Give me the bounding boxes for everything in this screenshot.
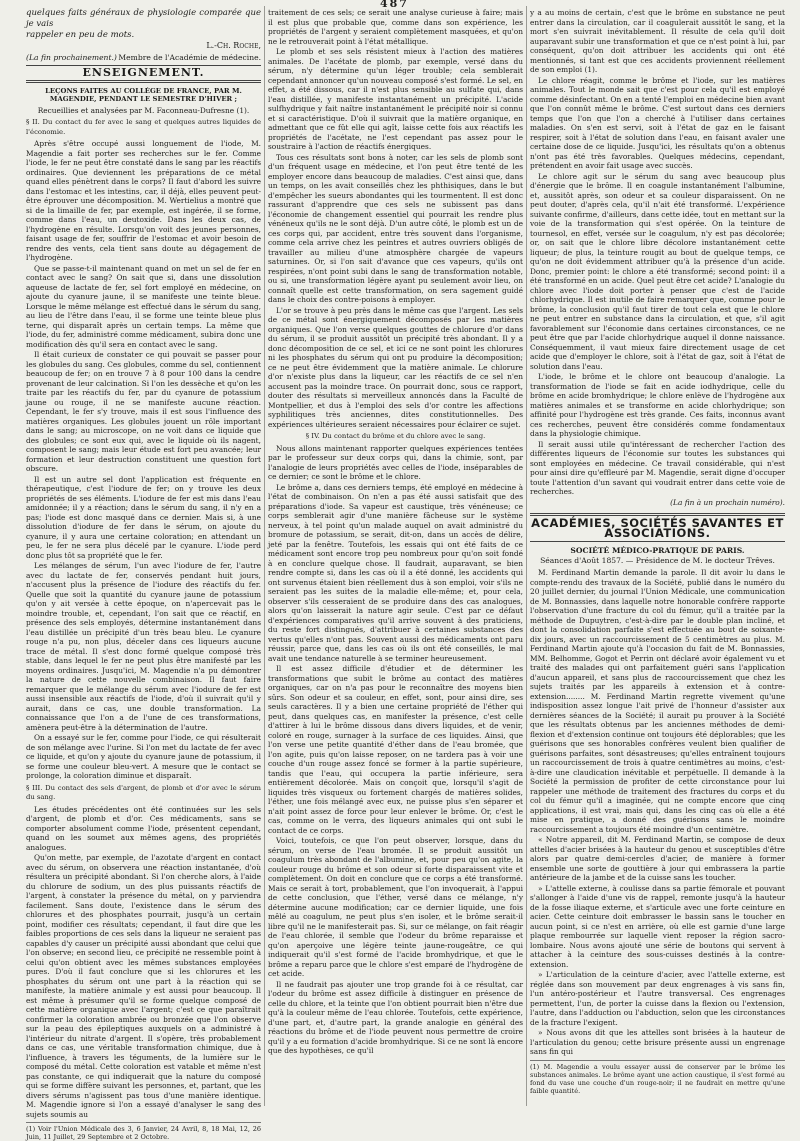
section-3-heading: § III. Du contact des sels d'argent, de plomb et d'or avec le sérum du sang. — [26, 783, 261, 801]
footnote: (1) Voir l'Union Médicale des 3, 6 Janvier, 24 Avril, 8, 18 Mai, 12, 26 Juin, 11 Juillet, 29 Septembre et 2 Octobre. — [26, 1122, 261, 1141]
author-title: Membre de l'Académie de médecine. — [118, 52, 261, 62]
paragraph: M. Ferdinand Martin demande la parole. Il dit avoir lu dans le compte-rendu des travaux de la Société, publié dans le numéro du 20 juillet dernier, du journal l'Union Médicale, une communication de M. Bonnassies, dans laquelle notre honorable confrère rapporte l'observation d'une fracture du col du fémur, qu'il a traitée par la méthode de Dupuytren, c'est-à-dire par le double plan incliné, et dont la consolidation parfaite s'est effectuée au bout de soixante-dix jours, avec un raccourcissement de 5 centimètres au plus. M. Ferdinand Martin ajoute qu'à l'occasion du fait de M. Bonnassies, MM. Belhomme, Gogot et Perrin ont déclaré avoir également vu et traité des malades qui ont parfaitement guéri sans l'application d'aucun appareil, et sans plus de raccourcissement que chez les sujets traités par les appareils à extension et à contre-extension........ M. Ferdinand Martin regrette vivement qu'une indisposition assez longue l'ait privé de l'honneur d'assister aux dernières séances de la Société; il aurait pu prouver à la Société que les résultats obtenus par les anciennes méthodes de demi-flexion et d'extension continue ont toujours été déplorables; que les guérisons que ses honorables confrères veulent bien qualifier de guérisons parfaites, sont désastreuses; qu'elles entraînent toujours un raccourcissement de trois à quatre centimètres au moins, c'est-à-dire une claudication inévitable et perpétuelle. Il demande à la Société la permission de profiter de cette circonstance pour lui rappeler une méthode de traitement des fractures du corps et du col du fémur qu'il a imaginée, qui ne compte encore que cinq applications, il est vrai, mais qui, dans les cinq cas où elle a été mise en pratique, a donné des guérisons sans le moindre raccourcissement a toujours été moindre d'un centimètre. — [530, 568, 785, 834]
to-follow-note: (La fin prochainement.) — [26, 52, 117, 62]
header-line-1: quelques faits généraux de physiologie comparée que je vais — [26, 8, 261, 29]
section-2-heading: § II. Du contact du fer avec le sang et quelques autres liquides de l'économie. — [26, 118, 261, 136]
paragraph: Voici, toutefois, ce que l'on peut observer, lorsque, dans du sérum, on verse de l'eau bromée. Il se produit aussitôt un coagulum très abondant de l'albumine, et, pour peu qu'on agite, la couleur rouge du brôme et son odeur si forte disparaissent vite et complètement. On doit en conclure que ce corps a été transformé. Mais ce serait à tort, probablement, que l'on invoquerait, à l'appui de cette conclusion, que l'éther, versé dans ce mélange, n'y détermine aucune modification; car ce dernier liquide, une fois mêlé au coagulum, ne peut plus s'en isoler, et le brôme serait-il libre qu'il ne le manifesterait pas. Si, sur ce mélange, on fait réagir de l'eau chlorée, il semble que l'odeur du brôme reparaisse et qu'on aperçoive une légère teinte jaune-rougeâtre, ce qui indiquerait qu'il s'est formé de l'acide bromhydrique, et que le brôme a reparu parce que le chlore s'est emparé de l'hydrogène de cet acide. — [268, 836, 523, 978]
paragraph: Il est un autre sel dont l'application est fréquente en thérapeutique, c'est l'iodure de fer; on y trouve les deux propriétés de ses éléments. L'iodure de fer est mis dans l'eau amidonnée; il y a réaction; dans le sérum du sang, il n'y en a pas; l'iode est donc masqué dans ce dernier. Mais si, à une dissolution d'iodure de fer dans le sérum, on ajoute du cyanure, il y aura une certaine coloration; en attendant un peu, le fer ne sera plus décelé par le cyanure. L'iode perd donc plus tôt sa propriété que le fer. — [26, 474, 261, 560]
paragraph: Le chlore réagit, comme le brôme et l'iode, sur les matières animales. Tout le monde sait que c'est pour cela qu'il est employé comme désinfectant. On en a tenté l'emploi en médecine bien avant que l'on connût même le brôme. C'est surtout dans ces derniers temps que l'on que l'on a cherché à l'utiliser dans certaines maladies. On s'en est servi, soit à l'état de gaz en le faisant respirer, soit à l'état de solution dans l'eau, en faisant avaler une certaine dose de ce liquide. Jusqu'ici, les résultats qu'on a obtenus n'ont pas été très favorables. Quelques médecins, cependant, prétendent en avoir fait usage avec succès. — [530, 75, 785, 170]
paragraph: « Notre appareil, dit M. Ferdinand Martin, se compose de deux attelles d'acier brisées à la hauteur du genou et susceptibles d'être alors par quatre demi-cercles d'acier, de manière à former ensemble une sorte de gouttière à jour qui embrassera la partie antérieure de la jambe et de la cuisse sans les toucher. — [530, 835, 785, 882]
column-rule — [526, 6, 527, 1106]
paragraph: » L'articulation de la ceinture d'acier, avec l'attelle externe, est réglée dans son mouvement par deux engrenages à vis sans fin, l'un antéro-postérieur et l'autre transversal. Ces engrenages permettent, l'un, de porter la cuisse dans la flexion ou l'extension, l'autre, dans l'adduction ou l'abduction, selon que les circonstances de la fracture l'exigent. — [530, 970, 785, 1027]
author-signature: L.-Ch. Roche, — [206, 41, 261, 50]
paragraph: Il était curieux de constater ce qui pouvait se passer pour les globules du sang. Ces globules, comme du sel, contiennent beaucoup de fer; on en trouve 7 à 8 pour 100 dans la cendre provenant de leur calcination. Si l'on les dessèche et qu'on les traite par les réactifs du fer, par du cyanure de potassium jaune ou rouge, il ne se manifeste aucune réaction. Cependant, le fer s'y trouve, mais il est sous l'influence des matières organiques. Les globules jouent un rôle important dans le sang; au microscope, on ne voit dans ce liquide que des globules; ce sont eux qui, avec le liquide où ils nagent, composent le sang; mais leur étude est fort peu avancée; leur formation et leur destruction constituent une question fort obscure. — [26, 350, 261, 473]
paragraph: Le brôme a, dans ces derniers temps, été employé en médecine à l'état de combinaison. On n'en a pas été aussi satisfait que des préparations d'iode. Sa vapeur est caustique, très vénéneuse; ce corps semblerait agir d'une manière fâcheuse sur le système nerveux, à tel point qu'un malade auquel on avait administré du bromure de potassium, se serait, dit-on, dans un accès de délire, jeté par la fenêtre. Toutefois, les essais qui ont été faits de ce médicament sont encore trop peu nombreux pour qu'on soit fondé à en conclure quelque chose. Il faudrait, auparavant, se bien rendre compte si, dans les cas où il a été donné, les accidents qui ont survenus étaient bien réellement dus à son emploi, voir s'ils ne seraient pas les suites de la maladie elle-même; et, pour cela, observer s'ils cesseraient de se produire dans des cas analogues, alors qu'on laisserait la nature agir seule. C'est par ce défaut d'expériences comparatives qu'il arrive souvent à des praticiens, du reste fort distingués, d'attribuer à certaines substances des vertus qu'elles n'ont pas. Souvent aussi des médicaments ont paru réussir, parce que, dans les cas où ils ont été conseillés, le mal avait une tendance naturelle à se terminer heureusement. — [268, 482, 523, 663]
paragraph: Il serait aussi utile qu'intéressant de rechercher l'action des différentes liqueurs de l'économie sur toutes les substances qui sont employées en médecine. Ce travail considérable, qui n'est pour ainsi dire qu'effleuré par M. Magendie, serait digne d'occuper toute l'attention d'un savant qui voudrait entrer dans cette voie de recherches. — [530, 439, 785, 496]
column-2 — [268, 8, 523, 1108]
signature-line — [26, 53, 261, 63]
lesson-heading: LEÇONS FAITES AU COLLÉGE DE FRANCE, PAR M. MAGENDIE, PENDANT LE SEMESTRE D'HIVER ; — [45, 86, 242, 103]
paragraph: L'iode, le brôme et le chlore ont beaucoup d'analogie. La transformation de l'iode se fait en acide iodhydrique, celle du brôme en acide bromhydrique; le chlore enlève de l'hydrogène aux matières animales et se transforme en acide chlorhydrique; son affinité pour l'hydrogène est très grande. Ces faits, inconnus avant ces recherches, peuvent être considérés comme fondamentaux dans la physiologie chimique. — [530, 372, 785, 438]
column-3 — [530, 8, 785, 1108]
paragraph: Il est assez difficile d'étudier et de déterminer les transformations que subit le brôme au contact des matières organiques, car on n'a pas pour le reconnaître des moyens bien sûrs. Son odeur et sa couleur, en effet, sont, pour ainsi dire, ses seuls caractères. Il y a bien une certaine propriété de l'éther qui peut, dans quelques cas, en manifester la présence, c'est celle d'attirer à lui le brôme dissous dans divers liquides, et de venir, coloré en rouge, surnager à la surface de ces liquides. Ainsi, que l'on verse une petite quantité d'éther dans de l'eau bromée, que l'on agite, puis qu'on laisse reposer, on ne tardera pas à voir une couche d'un rouge assez foncé se former à la partie supérieure, tandis que l'eau, qui occupera la partie inférieure, sera entièrement décolorée. Mais on conçoit que, lorsqu'il s'agit de liquides très visqueux ou fortement chargés de matières solides, l'éther, une fois mélangé avec eux, ne puisse plus s'en séparer et n'ait point assez de force pour leur enlever le brôme. Or, c'est le cas, comme on le verra, des liqueurs animales qui ont subi le contact de ce corps. — [268, 664, 523, 835]
paragraph: Qu'on mette, par exemple, de l'azotate d'argent en contact avec du sérum, on observera une réaction instantanée, d'où résultera un précipité abondant. Si l'on cherche alors, à l'aide du chlorure de sodium, un des plus puissants réactifs de l'argent, à constater la présence du métal, on y parviendra facilement. Sans doute, l'existence dans le sérum des chlorures et des phosphates pourrait, jusqu'à un certain point, modifier ces résultats; cependant, il faut dire que les faibles proportions de ces sels dans la liqueur ne seraient pas capables d'y causer un précipité aussi abondant que celui que l'on observe; en second lieu, ce précipité ne ressemble point à celui qu'on obtient avec les mêmes substances employées pures. D'où il faut conclure que si les chlorures et les phosphates du sérum ont une part à la réaction qui se manifeste, la matière animale y est aussi pour beaucoup. Il est même à présumer qu'il se forme quelque composé de cette matière organique avec l'argent; c'est ce que paraîtrait confirmer la coloration ambrée ou bronzée que l'on observe sur la peau des épileptiques auxquels on a administré à l'intérieur du nitrate d'argent. Il s'opère, très probablement dans ce cas, une véritable transformation chimique, due à l'influence, à travers les téguments, de la lumière sur le composé du métal. Cette coloration est vatable et même n'est pas constante, ce qui indiquerait que la nature du composé qui se forme diffère suivant les personnes, et, partant, que les divers sérums n'agissent pas tous d'une manière identique. M. Magendie ignore si l'on a essayé d'analyser le sang des sujets soumis au — [26, 853, 261, 1119]
paragraph: » L'attelle externe, à coulisse dans sa partie fémorale et pouvant s'allonger à l'aide d'une vis de rappel, remonte jusqu'à la hauteur de la fosse iliaque externe, et s'articule avec une forte ceinture en acier. Cette ceinture doit embrasser le bassin sans le toucher en aucun point, si ce n'est en arrière, où elle est garnie d'une large plaque rembourrée sur laquelle vient reposer la région sacro-lombaire. Nous avons ajouté une série de boutons qui servent à attacher à la ceinture des sous-cuisses destinés à la contre-extension. — [530, 883, 785, 969]
lesson-subheading: Recueillies et analysées par M. Faconneau-Dufresne (1). — [37, 105, 250, 115]
paragraph: Le plomb et ses sels résistent mieux à l'action des matières animales. De l'acétate de plomb, par exemple, versé dans du sérum, n'y détermine qu'un léger trouble; cela semblerait cependant annoncer qu'un nouveau composé s'est formé. Le sel, en effet, a été dissous, car il n'est plus sensible au sulfate qui, dans l'eau distillée, y manifeste instantanément un précipité. L'acide sulfhydrique y fait naître instantanément le précipité noir si connu et si caractéristique. D'où il suivrait que la matière organique, en admettant que ce fût elle qui agît, laisse cette fois aux réactifs les propriétés de l'acétate, ne l'est cependant pas assez pour le soustraire à l'action de réactifs énergiques. — [268, 47, 523, 151]
paragraph: L'or se trouve à peu près dans le même cas que l'argent. Les sels de ce métal sont énergiquement décomposés par les matières organiques. Que l'on verse quelques gouttes de chlorure d'or dans du sérum, il se produit aussitôt un précipité très abondant. Il y a donc décomposition de ce sel, et ici ce ne sont point les chlorures ni les phosphates du sérum qui ont pu produire la décomposition; ce ne peut être évidemment que la matière animale. Le chlorure d'or n'existe plus dans la liqueur, car les réactifs de ce sel n'en accusent pas la moindre trace. On pourrait donc, sous ce rapport, douter des résultats si merveilleux annoncés dans la Faculté de Montpellier, et dus à l'emploi des sels d'or contre les affections syphilitiques très anciennes, dites constitutionnelles. Des expériences ultérieures seraient nécessaires pour éclairer ce sujet. — [268, 305, 523, 429]
section-title: ENSEIGNEMENT. — [26, 65, 261, 83]
paragraph: Les mélanges de sérum, l'un avec l'iodure de fer, l'autre avec du lactate de fer, conservés pendant huit jours, n'accusent plus la présence de l'iodure des réactifs du fer. Quelle que soit la quantité du cyanure jaune de potassium qu'on y ait versée à cette époque, on n'apercevait pas le moindre trouble, et, cependant, l'on sait que ce réactif, en présence des sels employés, détermine instantanément dans l'eau distillée un précipité d'un très beau bleu. Le cyanure rouge n'a pu, non plus, déceler dans ces liqueurs aucune trace de métal. Il s'est donc formé quelque composé très stable, dans lequel le fer ne peut plus être manifesté par les moyens ordinaires. Jusqu'ici, M. Magendie n'a pu démontrer la nature de cette nouvelle combinaison. Il faut faire remarquer que le mélange du sérum avec l'iodure de fer est aussi insensible aux réactifs de l'iode, d'où il suivrait qu'il y aurait, dans ce cas, une double transformation. La connaissance que l'on a de l'une de ces transformations, amènera peut-être à la détermination de l'autre. — [26, 561, 261, 732]
paragraph: Les études précédentes ont été continuées sur les sels d'argent, de plomb et d'or. Ces médicaments, sans se comporter absolument comme l'iode, présentent cependant, quand on les soumet aux mêmes agens, des propriétés analogues. — [26, 804, 261, 852]
continuation-header — [26, 8, 261, 41]
paragraph: traitement de ces sels; ce serait une analyse curieuse à faire; mais il est plus que probable que, comme dans son expérience, les propriétés de l'argent y seraient complètement masquées, et qu'on ne le retrouverait point à l'état métallique. — [268, 8, 523, 46]
paragraph: Après s'être occupé aussi longuement de l'iode, M. Magendie a fait porter ses recherches sur le fer. Comme l'iode, le fer ne peut être constaté dans le sang par les réactifs ordinaires. Que deviennent les préparations de ce métal quand elles pénètrent dans le corps? Il faut d'abord les suivre dans l'estomac et les intestins, car, il déjà, elles peuvent peut-être éprouver une décomposition. M. Wertielius a montré que si de la limaille de fer, par exemple, est ingérée, il se forme, comme dans l'eau, un deutoxide. Dans les deux cas, de l'hydrogène en résulte. Lorsqu'on voit des jeunes personnes, faisant usage de fer, souffrir de l'estomac et avoir besoin de rendre des vents, cela tient sans doute au dégagement de l'hydrogène. — [26, 139, 261, 262]
footnote: (1) M. Magendie a voulu essayer aussi de conserver par le brôme les substances animales. Le brôme ayant une action caustique, il s'est formé au fond du vase une couche d'un rouge-noir; il ne faudrait en mettre qu'une faible quantité. — [530, 1060, 785, 1096]
paragraph: y a au moins de certain, c'est que le brôme en substance ne peut entrer dans la circulation, car il coagulerait aussitôt le sang, et la mort s'en suivrait inévitablement. Il résulte de cela qu'il doit auparavant subir une transformation et que ce n'est point à lui, par conséquent, qu'on doit attribuer les accidents qui ont été mentionnés, si tant est que ces accidents proviennent réellement de son emploi (1). — [530, 8, 785, 74]
column-rule — [264, 6, 265, 1106]
page-number: 487 — [380, 0, 409, 10]
paragraph: Le chlore agit sur le sérum du sang avec beaucoup plus d'énergie que le brôme. Il en coagule instantanément l'albumine, et, aussitôt après, son odeur et sa couleur disparaissent. On ne peut douter, d'après cela, qu'il n'ait été transformé. L'expérience suivante confirme, d'ailleurs, dans cette idée, tout en mettant sur la voie de la transformation qui s'est opérée. On la teinture de tournesol, en effet, versée sur le coagulum, n'y est pas décolorée; or, on sait que le chlore libre décolore instantanément cette liqueur; de plus, la teinture rougit au bout de quelque temps, ce qu'on ne doit évidemment attribuer qu'à la présence d'un acide. Donc, premier point: le chlore a été transformé; second point: il a été transformé en un acide. Quel peut être cet acide? L'analogie du chlore avec l'iode doit porter à penser que c'est de l'acide chlorhydrique. Il est inutile de faire remarquer que, comme pour le brôme, la conclusion qu'il faut tirer de tout cela est que le chlore ne peut entrer en substance dans la circulation, et que, s'il agit favorablement sur l'économie dans certaines circonstances, ce ne peut être que par l'acide chlorhydrique auquel il donne naissance. Conséquemment, il vaut mieux faire directement usage de cet acide que d'employer le chlore, soit à l'état de gaz, soit à l'état de solution dans l'eau. — [530, 171, 786, 371]
paragraph: On a essayé sur le fer, comme pour l'iode, ce qui résulterait de son mélange avec l'urine. Si l'on met du lactate de fer avec ce liquide, et qu'on y ajoute du cyanure jaune de potassium, il se forme une couleur bleu-vert. A mesure que le contact se prolonge, la coloration diminue et disparaît. — [26, 733, 261, 780]
paragraph: Que se passe-t-il maintenant quand on met un sel de fer en contact avec le sang? On sait que si, dans une dissolution aqueuse de lactate de fer, sel fort employé en médecine, on ajoute du cyanure jaune, il se manifeste une teinte bleue. Lorsque le même mélange est effectué dans le sérum du sang, au lieu de l'être dans l'eau, il se forme une teinte bleue plus terne, qui disparaît après un certain temps. La même que l'iode, du fer, administré comme médicament, subira donc une modification dès qu'il sera en contact avec le sang. — [26, 263, 261, 349]
header-line-2: rappeler en peu de mots. — [26, 30, 135, 40]
column-1 — [26, 8, 261, 1141]
to-be-continued: (La fin à un prochain numéro). — [670, 497, 785, 507]
paragraph: » Nous avons dit que les attelles sont brisées à la hauteur de l'articulation du genou; cette brisure présente aussi un engrenage sans fin qui — [530, 1028, 785, 1056]
seance-date: Séances d'Août 1857. — Présidence de M. le docteur Trêves. — [540, 555, 775, 565]
paragraph: Nous allons maintenant rapporter quelques expériences tentées par le professeur sur deux corps qui, dans la chimie, sont, par l'analogie de leurs propriétés avec celles de l'iode, inséparables de ce dernier; ce sont le brôme et le chlore. — [268, 443, 523, 481]
section-4-heading: § IV. Du contact du brôme et du chlore avec le sang. — [305, 432, 486, 440]
paragraph: Tous ces résultats sont bons à noter, car les sels de plomb sont d'un fréquent usage en médecine, et l'on peut être tenté de les employer encore dans beaucoup de maladies. C'est ainsi que, dans un temps, on les avait conseillés chez les phthisiques, dans le but d'empêcher les sueurs abondantes qui les tourmentent. Il est donc rassurant d'apprendre que ces sels ne subissent pas dans l'économie de changement essentiel qui pourrait les rendre plus vénéneux qu'ils ne le sont déjà. D'un autre côté, le plomb est un de ces corps qui, par accident, entre très souvent dans l'organisme, comme cela arrive chez les peintres et autres ouvriers obligés de travailler au milieu d'une atmosphère chargée de vapeurs saturnines. Or, si l'on sait d'avance que ces vapeurs, qu'ils ont respirées, n'ont point subi dans le sang de transformation notable, ou si, une transformation légère ayant pu seulement avoir lieu, on connaît quelle est cette transformation, on sera sagement guidé dans le choix des contre-poisons à employer. — [268, 152, 523, 304]
paragraph: Il ne faudrait pas ajouter une trop grande foi à ce résultat, car l'odeur du brôme est assez difficile à distinguer en présence de celle du chlore, et la teinte que l'on obtient pourrait bien n'être due qu'à la couleur même de l'eau chlorée. Toutefois, cette expérience, d'une part, et, d'autre part, la grande analogie en général des réactions du brôme et de l'iode peuvent nous permettre de croire qu'il y a eu formation d'acide bromhydrique. Si ce ne sont là encore que des hypothèses, ce qu'il — [268, 979, 523, 1055]
academies-section-title: ACADÉMIES, SOCIÉTÉS SAVANTES ET ASSOCIATIONS. — [530, 513, 785, 542]
society-name: SOCIÉTÉ MÉDICO-PRATIQUE DE PARIS. — [570, 546, 745, 555]
